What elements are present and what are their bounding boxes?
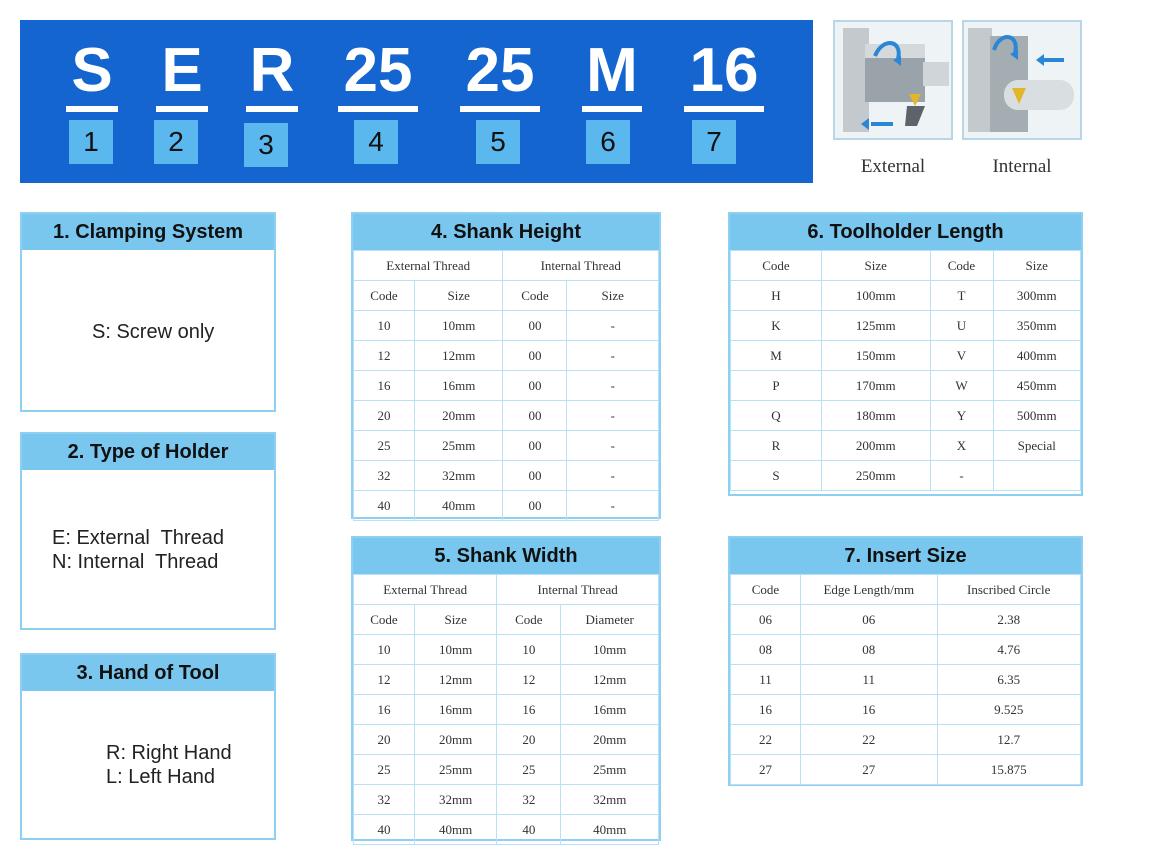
group-header: Internal Thread <box>497 575 659 605</box>
table-cell: 16 <box>354 695 415 725</box>
table-row <box>731 341 1081 371</box>
table-cell: - <box>567 371 659 401</box>
table-cell: 40 <box>497 815 561 845</box>
table-cell: 32 <box>497 785 561 815</box>
code-number: 25 <box>465 36 535 105</box>
code-underline <box>66 106 118 112</box>
table-row <box>731 695 1081 725</box>
column-header: Size <box>415 605 497 635</box>
table-cell: - <box>567 401 659 431</box>
table-cell: 400mm <box>993 341 1081 371</box>
holder-option-external: E: External Thread <box>52 527 224 549</box>
table-cell: 40mm <box>415 815 497 845</box>
column-header: Code <box>354 281 415 311</box>
table-row <box>354 785 659 815</box>
table-cell: 20 <box>497 725 561 755</box>
group-header: External Thread <box>354 251 503 281</box>
table-cell: 12 <box>354 341 415 371</box>
table-cell: 250mm <box>822 461 931 491</box>
table-cell: U <box>930 311 993 341</box>
code-number-box: 3 <box>244 123 288 167</box>
column-header: Code <box>354 605 415 635</box>
table-cell: 32mm <box>561 785 659 815</box>
table-cell: 16 <box>801 695 938 725</box>
table-group-header-row <box>354 251 659 281</box>
column-header: Size <box>822 251 931 281</box>
code-underline <box>684 106 764 112</box>
table-cell: M <box>731 341 822 371</box>
table-cell: 40 <box>354 815 415 845</box>
clamping-system-panel <box>20 212 276 412</box>
table-cell: 10 <box>354 635 415 665</box>
panel-title: 3. Hand of Tool <box>22 655 274 691</box>
shank-width-table <box>353 574 659 845</box>
hand-of-tool-panel <box>20 653 276 840</box>
table-cell: 16 <box>731 695 801 725</box>
toolholder-length-table <box>730 250 1081 491</box>
insert-size-panel <box>728 536 1083 786</box>
column-header: Diameter <box>561 605 659 635</box>
table-cell: 32 <box>354 785 415 815</box>
panel-title: 2. Type of Holder <box>22 434 274 470</box>
code-letter: R <box>249 36 295 105</box>
table-row <box>731 665 1081 695</box>
table-cell: 12mm <box>415 665 497 695</box>
table-cell: 9.525 <box>937 695 1081 725</box>
table-row <box>731 461 1081 491</box>
table-cell: 00 <box>503 461 567 491</box>
table-row <box>354 431 659 461</box>
table-cell: 08 <box>801 635 938 665</box>
table-cell: - <box>567 461 659 491</box>
code-underline <box>460 106 540 112</box>
insert-size-table <box>730 574 1081 785</box>
table-row <box>354 725 659 755</box>
internal-thread-diagram <box>962 20 1082 140</box>
table-cell: Q <box>731 401 822 431</box>
panel-title: 5. Shank Width <box>353 538 659 574</box>
panel-title: 6. Toolholder Length <box>730 214 1081 250</box>
table-header-row <box>731 575 1081 605</box>
table-cell: 11 <box>801 665 938 695</box>
table-cell: 40 <box>354 491 415 521</box>
group-header: External Thread <box>354 575 497 605</box>
table-cell: 00 <box>503 311 567 341</box>
table-cell: 10 <box>354 311 415 341</box>
table-cell: 4.76 <box>937 635 1081 665</box>
table-cell: 20mm <box>415 401 503 431</box>
internal-turning-illustration <box>964 22 1080 138</box>
table-cell: 25mm <box>561 755 659 785</box>
table-cell: Special <box>993 431 1081 461</box>
table-row <box>731 311 1081 341</box>
table-row <box>354 695 659 725</box>
holder-type-panel <box>20 432 276 630</box>
table-cell: 12 <box>354 665 415 695</box>
column-header: Code <box>503 281 567 311</box>
table-row <box>731 755 1081 785</box>
table-cell: 20 <box>354 725 415 755</box>
code-underline <box>246 106 298 112</box>
column-header: Code <box>497 605 561 635</box>
table-cell: - <box>567 341 659 371</box>
code-number-box: 4 <box>354 120 398 164</box>
internal-label: Internal <box>992 156 1052 177</box>
table-cell: 20 <box>354 401 415 431</box>
table-cell: 00 <box>503 431 567 461</box>
table-cell: 22 <box>731 725 801 755</box>
table-cell: H <box>731 281 822 311</box>
column-header: Edge Length/mm <box>801 575 938 605</box>
column-header: Inscribed Circle <box>937 575 1081 605</box>
table-cell: 25 <box>354 431 415 461</box>
table-cell: 125mm <box>822 311 931 341</box>
table-cell: 6.35 <box>937 665 1081 695</box>
table-cell: 32 <box>354 461 415 491</box>
external-label: External <box>860 156 926 177</box>
table-cell: 15.875 <box>937 755 1081 785</box>
table-cell: 300mm <box>993 281 1081 311</box>
table-header-row <box>354 281 659 311</box>
shank-height-panel <box>351 212 661 519</box>
table-cell: 32mm <box>415 785 497 815</box>
table-cell: 25mm <box>415 755 497 785</box>
code-number-box: 5 <box>476 120 520 164</box>
table-cell: 16mm <box>561 695 659 725</box>
external-turning-illustration <box>835 22 951 138</box>
table-cell: 00 <box>503 491 567 521</box>
table-cell: 25mm <box>415 431 503 461</box>
code-letter: S <box>71 36 113 105</box>
column-header: Size <box>993 251 1081 281</box>
code-underline <box>156 106 208 112</box>
table-cell <box>993 461 1081 491</box>
table-cell: 12.7 <box>937 725 1081 755</box>
table-row <box>731 725 1081 755</box>
table-group-header-row <box>354 575 659 605</box>
table-row <box>354 815 659 845</box>
table-cell: 350mm <box>993 311 1081 341</box>
table-cell: 00 <box>503 401 567 431</box>
code-number: 16 <box>689 36 759 105</box>
code-number-box: 7 <box>692 120 736 164</box>
table-row <box>731 635 1081 665</box>
table-header-row <box>354 605 659 635</box>
table-cell: 200mm <box>822 431 931 461</box>
table-cell: 500mm <box>993 401 1081 431</box>
table-row <box>354 371 659 401</box>
table-cell: V <box>930 341 993 371</box>
table-cell: 40mm <box>561 815 659 845</box>
table-cell: 16 <box>354 371 415 401</box>
table-cell: 10mm <box>415 311 503 341</box>
panel-title: 1. Clamping System <box>22 214 274 250</box>
shank-width-panel <box>351 536 661 841</box>
table-cell: - <box>930 461 993 491</box>
table-cell: 25 <box>497 755 561 785</box>
table-row <box>354 311 659 341</box>
table-cell: - <box>567 431 659 461</box>
table-cell: R <box>731 431 822 461</box>
table-cell: 22 <box>801 725 938 755</box>
table-cell: 10mm <box>561 635 659 665</box>
table-cell: 06 <box>801 605 938 635</box>
table-cell: 40mm <box>415 491 503 521</box>
table-cell: 27 <box>731 755 801 785</box>
table-cell: 00 <box>503 341 567 371</box>
table-cell: 20mm <box>415 725 497 755</box>
table-cell: 450mm <box>993 371 1081 401</box>
clamping-option-text: S: Screw only <box>92 321 215 343</box>
table-cell: W <box>930 371 993 401</box>
table-cell: 11 <box>731 665 801 695</box>
table-row <box>354 461 659 491</box>
table-row <box>354 401 659 431</box>
code-underline <box>582 106 642 112</box>
table-cell: S <box>731 461 822 491</box>
table-cell: 20mm <box>561 725 659 755</box>
table-cell: 27 <box>801 755 938 785</box>
hand-option-left: L: Left Hand <box>106 766 215 788</box>
table-cell: 170mm <box>822 371 931 401</box>
shank-height-table <box>353 250 659 521</box>
table-cell: K <box>731 311 822 341</box>
column-header: Size <box>415 281 503 311</box>
table-row <box>354 665 659 695</box>
table-cell: 32mm <box>415 461 503 491</box>
table-cell: 180mm <box>822 401 931 431</box>
hand-option-right: R: Right Hand <box>106 742 232 764</box>
table-cell: 2.38 <box>937 605 1081 635</box>
table-cell: 08 <box>731 635 801 665</box>
group-header: Internal Thread <box>503 251 659 281</box>
code-number: 25 <box>343 36 413 105</box>
table-row <box>731 371 1081 401</box>
table-row <box>354 491 659 521</box>
table-cell: P <box>731 371 822 401</box>
table-row <box>731 281 1081 311</box>
table-cell: - <box>567 311 659 341</box>
column-header: Code <box>731 251 822 281</box>
table-row <box>354 341 659 371</box>
column-header: Code <box>930 251 993 281</box>
table-row <box>731 431 1081 461</box>
table-cell: X <box>930 431 993 461</box>
table-cell: Y <box>930 401 993 431</box>
table-cell: 150mm <box>822 341 931 371</box>
table-row <box>731 401 1081 431</box>
table-cell: 16mm <box>415 371 503 401</box>
table-header-row <box>731 251 1081 281</box>
external-thread-diagram <box>833 20 953 140</box>
table-cell: 16mm <box>415 695 497 725</box>
code-banner <box>20 20 813 183</box>
table-cell: 12 <box>497 665 561 695</box>
code-number-box: 1 <box>69 120 113 164</box>
panel-title: 7. Insert Size <box>730 538 1081 574</box>
table-row <box>354 755 659 785</box>
table-cell: 25 <box>354 755 415 785</box>
code-letter: M <box>586 36 638 105</box>
table-cell: 10mm <box>415 635 497 665</box>
column-header: Size <box>567 281 659 311</box>
table-cell: T <box>930 281 993 311</box>
table-cell: 06 <box>731 605 801 635</box>
table-row <box>354 635 659 665</box>
table-cell: 12mm <box>561 665 659 695</box>
toolholder-length-panel <box>728 212 1083 496</box>
column-header: Code <box>731 575 801 605</box>
panel-title: 4. Shank Height <box>353 214 659 250</box>
table-cell: 00 <box>503 371 567 401</box>
table-cell: 100mm <box>822 281 931 311</box>
holder-option-internal: N: Internal Thread <box>52 551 219 573</box>
code-number-box: 6 <box>586 120 630 164</box>
code-underline <box>338 106 418 112</box>
table-cell: - <box>567 491 659 521</box>
table-cell: 12mm <box>415 341 503 371</box>
table-row <box>731 605 1081 635</box>
table-cell: 16 <box>497 695 561 725</box>
table-cell: 10 <box>497 635 561 665</box>
code-number-box: 2 <box>154 120 198 164</box>
code-letter: E <box>161 36 203 105</box>
